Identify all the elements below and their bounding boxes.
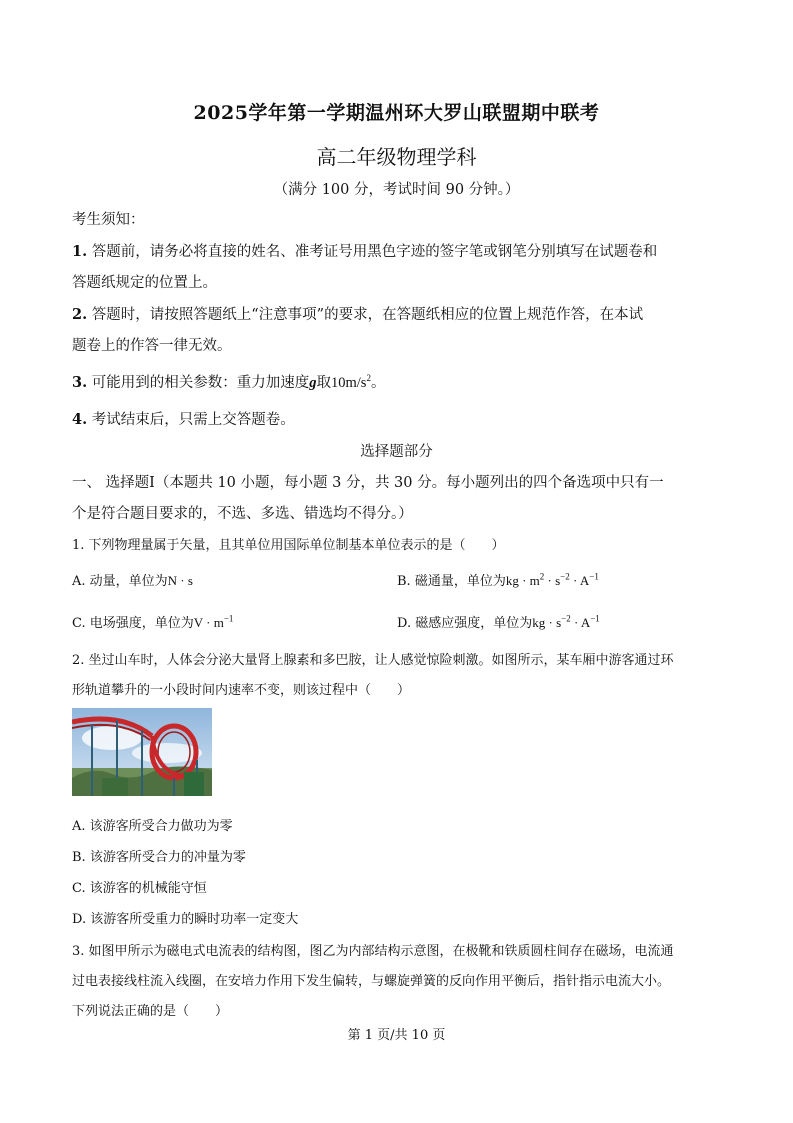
exam-note: （满分 100 分，考试时间 90 分钟。） [273, 182, 520, 198]
instruction-1-line2: 答题纸规定的位置上。 [72, 275, 217, 291]
q2-stem-line1: 2. 坐过山车时，人体会分泌大量肾上腺素和多巴胺，让人感觉惊险刺激。如图所示，某车厢中游客通过环 [72, 653, 674, 668]
q3-stem-line1: 3. 如图甲所示为磁电式电流表的结构图，图乙为内部结构示意图，在极靴和铁质圆柱间存在磁场，电流通 [72, 944, 674, 959]
q2-option-d: D. 该游客所受重力的瞬时功率一定变大 [72, 912, 299, 927]
instruction-2-line2: 题卷上的作答一律无效。 [72, 338, 232, 354]
q2-option-b: B. 该游客所受合力的冲量为零 [72, 850, 246, 865]
exam-title: 2025学年第一学期温州环大罗山联盟期中联考 [193, 102, 600, 124]
q1-option-c: C. 电场强度，单位为$V \cdot m^{-1}$ [72, 613, 234, 631]
q2-stem-line2: 形轨道攀升的一小段时间内速率不变，则该过程中（ ） [72, 683, 411, 698]
exam-subtitle: 高二年级物理学科 [316, 145, 477, 169]
instruction-1-line1: 1. 答题前，请务必将直接的姓名、准考证号用黑色字迹的签字笔或钢笔分别填写在试题卷和 [72, 243, 658, 260]
q1-stem: 1. 下列物理量属于矢量，且其单位用国际单位制基本单位表示的是（ ） [72, 538, 505, 553]
instruction-4: 4. 考试结束后，只需上交答题卷。 [72, 411, 295, 428]
roller-coaster-photo [72, 708, 212, 796]
instruction-3: 3. 可能用到的相关参数：重力加速度g取$10m/s^2$。 [72, 373, 386, 391]
q1-option-b: B. 磁通量，单位为kg · $m^2 \cdot s^{-2} \cdot A^{-1}$ [397, 571, 599, 589]
q3-stem-line2: 过电表接线柱流入线圈，在安培力作用下发生偏转，与螺旋弹簧的反向作用平衡后，指针指示电流大小。 [72, 974, 671, 989]
instructions-heading: 考生须知： [72, 212, 145, 228]
section-intro-line1: 一、 选择题Ⅰ（本题共 10 小题，每小题 3 分，共 30 分。每小题列出的四个备选项中只有一 [72, 475, 664, 491]
q1-option-a: A. 动量，单位为N · s [72, 573, 193, 589]
q2-option-c: C. 该游客的机械能守恒 [72, 881, 207, 896]
page-footer: 第 1 页/共 10 页 [347, 1028, 446, 1043]
instruction-2-line1: 2. 答题时，请按照答题纸上“注意事项”的要求，在答题纸相应的位置上规范作答，在本试 [72, 306, 644, 323]
q2-option-a: A. 该游客所受合力做功为零 [72, 819, 233, 834]
q1-option-d: D. 磁感应强度，单位为kg · $s^{-2} \cdot A^{-1}$ [397, 613, 600, 631]
section-heading: 选择题部分 [360, 444, 433, 460]
section-intro-line2: 个是符合题目要求的，不选、多选、错选均不得分。） [72, 506, 413, 522]
q3-stem-line3: 下列说法正确的是（ ） [72, 1004, 229, 1019]
